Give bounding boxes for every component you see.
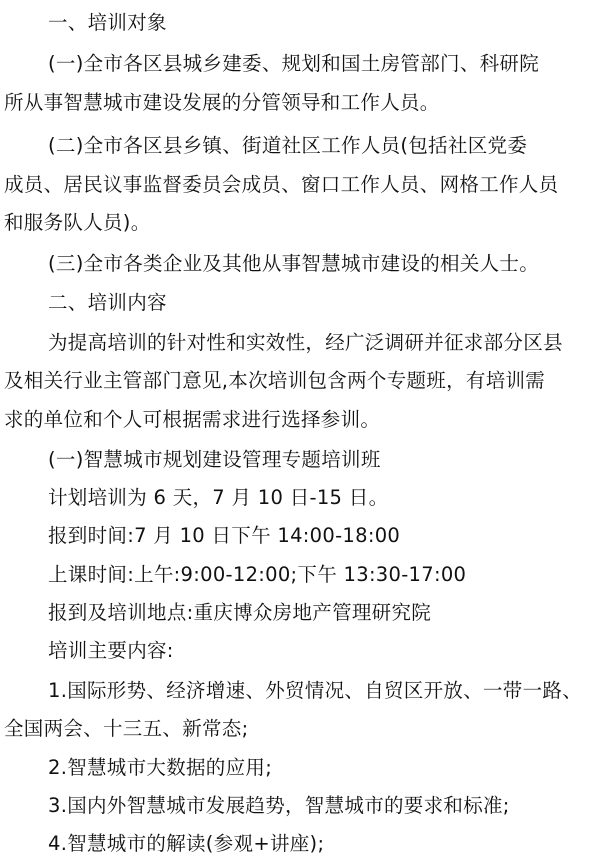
paragraph-line: (一)全市各区县城乡建委、规划和国土房管部门、科研院 <box>48 52 540 75</box>
section-heading-training-target: 一、培训对象 <box>48 11 167 34</box>
list-item-continuation: 全国两会、十三五、新常态; <box>4 717 249 740</box>
paragraph-line: 求的单位和个人可根据需求进行选择参训。 <box>4 408 381 431</box>
class-schedule: 上课时间:上午:9:00-12:00;下午 13:30-17:00 <box>48 563 467 586</box>
checkin-time: 报到时间:7 月 10 日下午 14:00-18:00 <box>48 524 401 547</box>
paragraph-line: 为提高培训的针对性和实效性，经广泛调研并征求部分区县 <box>48 331 563 354</box>
list-item: 2.智慧城市大数据的应用; <box>48 756 273 779</box>
content-label: 培训主要内容: <box>48 639 174 662</box>
list-item: 1.国际形势、经济增速、外贸情况、自贸区开放、一带一路、 <box>48 679 583 702</box>
paragraph-line: (二)全市各区县乡镇、街道社区工作人员(包括社区党委 <box>48 134 528 157</box>
paragraph-line: 和服务队人员)。 <box>4 211 151 234</box>
paragraph-line: (三)全市各类企业及其他从事智慧城市建设的相关人士。 <box>48 252 540 275</box>
list-item: 4.智慧城市的解读(参观+讲座); <box>48 832 325 855</box>
section-heading-training-content: 二、培训内容 <box>48 291 167 314</box>
list-item: 3.国内外智慧城市发展趋势，智慧城市的要求和标准; <box>48 794 510 817</box>
paragraph-line: 成员、居民议事监督委员会成员、窗口工作人员、网格工作人员 <box>4 173 559 196</box>
class-title: (一)智慧城市规划建设管理专题培训班 <box>48 448 381 471</box>
paragraph-line: 及相关行业主管部门意见,本次培训包含两个专题班，有培训需 <box>4 369 546 392</box>
training-location: 报到及培训地点:重庆博众房地产管理研究院 <box>48 601 432 624</box>
paragraph-line: 所从事智慧城市建设发展的分管领导和工作人员。 <box>4 91 440 114</box>
training-plan: 计划培训为 6 天，7 月 10 日-15 日。 <box>48 486 389 509</box>
